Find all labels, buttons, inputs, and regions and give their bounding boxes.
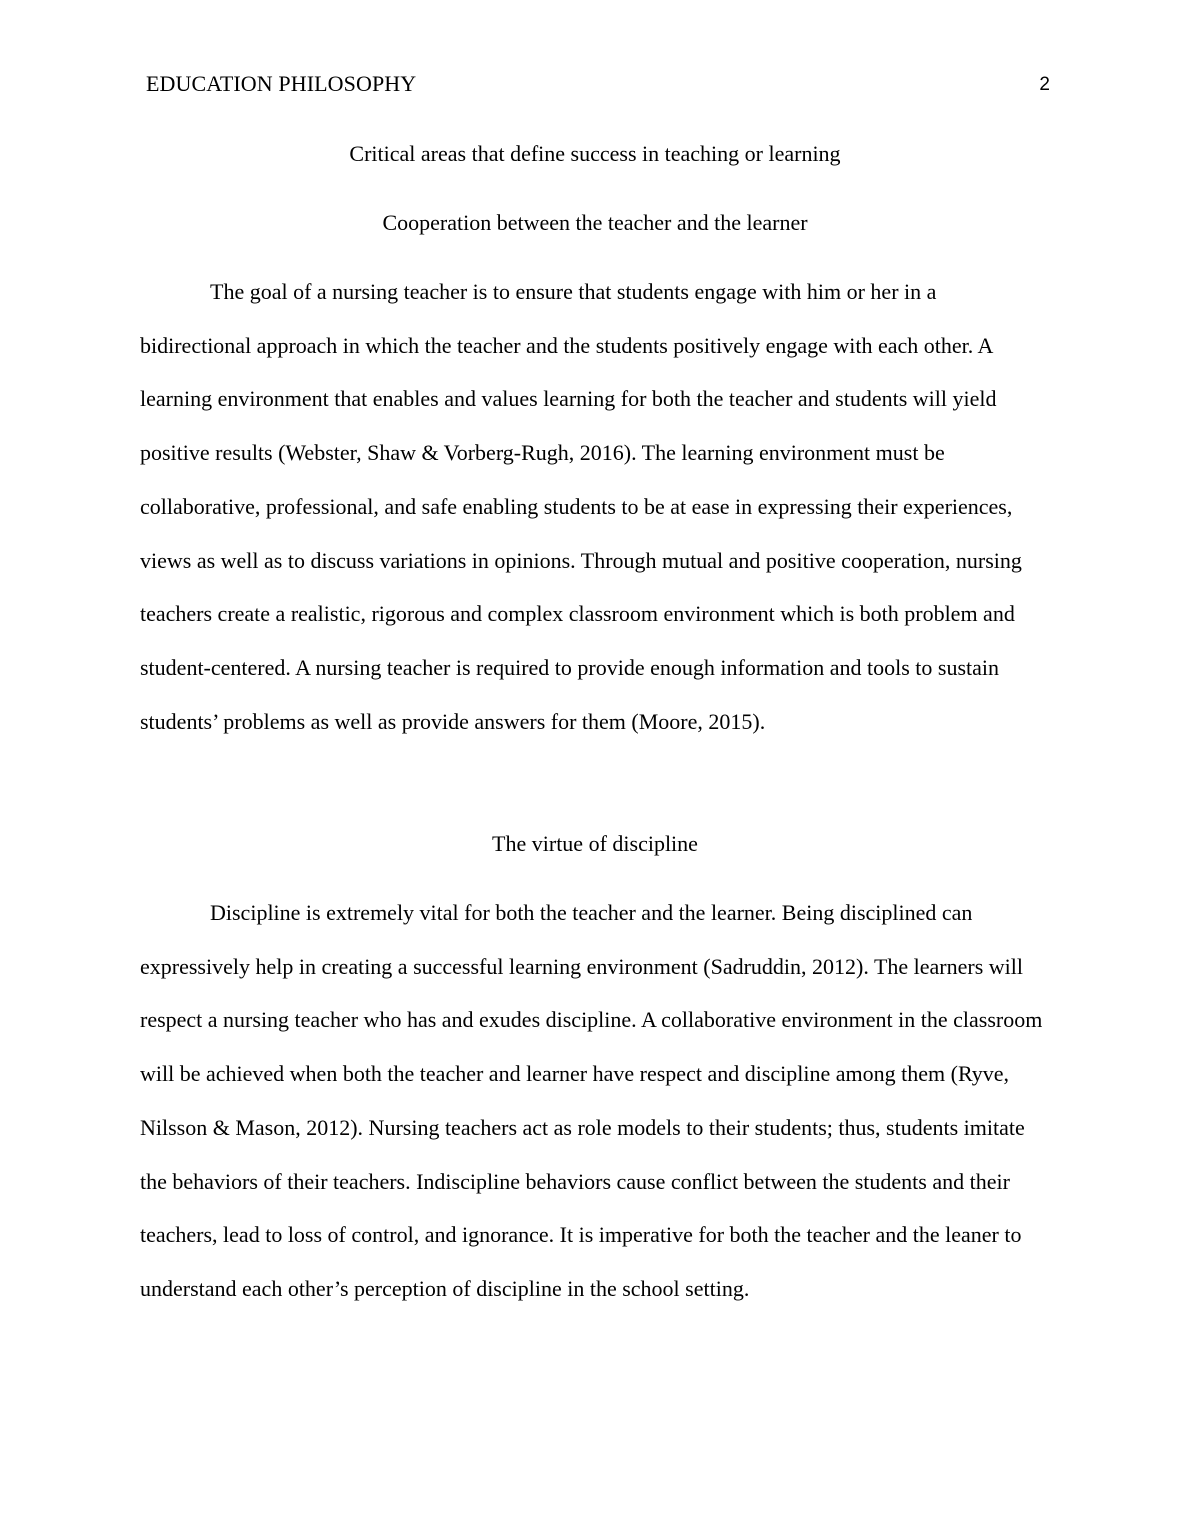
page-number: 2 bbox=[1039, 74, 1050, 95]
main-heading: Critical areas that define success in teaching or learning bbox=[349, 141, 841, 166]
section-heading-discipline: The virtue of discipline bbox=[492, 831, 698, 856]
paragraph-cooperation: The goal of a nursing teacher is to ensure that students engage with him or her in a bidirectional approach in which the teacher and the students positively engage with each other. A learning environment that enables and values learning for both the teacher and students will yield positive results (Webster, Shaw & Vorberg-Rugh, 2016). The learning environment must be collaborative, professional, and safe enabling students to be at ease in expressing their experiences, views as well as to discuss variations in opinions. Through mutual and positive cooperation, nursing teachers create a realistic, rigorous and complex classroom environment which is both problem and student-centered. A nursing teacher is required to provide enough information and tools to sustain students’ problems as well as provide answers for them (Moore, 2015). bbox=[140, 279, 1022, 734]
running-head: EDUCATION PHILOSOPHY bbox=[146, 71, 417, 96]
section-heading-cooperation: Cooperation between the teacher and the learner bbox=[382, 210, 808, 235]
paragraph-discipline: Discipline is extremely vital for both the teacher and the learner. Being disciplined can expressively help in creating a successful learning environment (Sadruddin, 2012). The learners will respect a nursing teacher who has and exudes discipline. A collaborative environment in the classroom will be achieved when both the teacher and learner have respect and discipline among them (Ryve, Nilsson & Mason, 2012). Nursing teachers act as role models to their students; thus, students imitate the behaviors of their teachers. Indiscipline behaviors cause conflict between the students and their teachers, lead to loss of control, and ignorance. It is imperative for both the teacher and the leaner to understand each other’s perception of discipline in the school setting. bbox=[140, 900, 1043, 1301]
